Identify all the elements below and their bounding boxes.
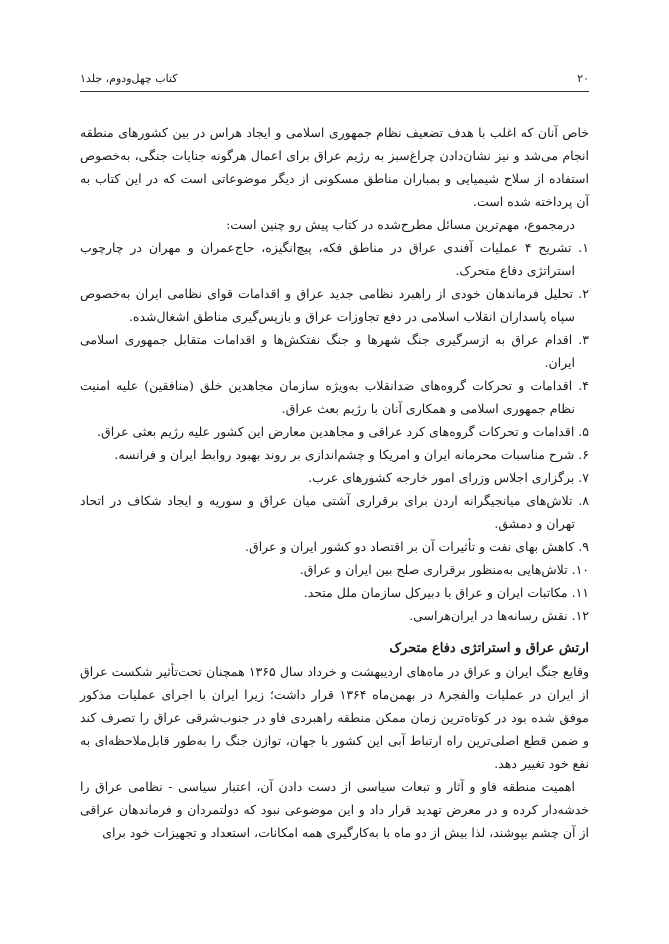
document-page [80, 0, 589, 944]
list-item: ۶. شرح مناسبات محرمانه ایران و امریکا و چشم‌اندازی بر روند بهبود روابط ایران و فرانسه. [114, 447, 589, 462]
list-intro: درمجموع، مهم‌ترین مسائل مطرح‌شده در کتاب پیش رو چنین است: [226, 217, 575, 232]
list-item: ۹. کاهش بهای نفت و تأثیرات آن بر اقتصاد دو کشور ایران و عراق. [245, 539, 589, 554]
list-item: ۳. اقدام عراق به ازسرگیری جنگ شهرها و جنگ نفتکش‌ها و اقدامات متقابل جمهوری اسلامی ایران. [80, 332, 589, 370]
topics-list [80, 236, 589, 627]
list-item: ۲. تحلیل فرماندهان خودی از راهبرد نظامی جدید عراق و اقدامات قوای نظامی ایران به‌خصوص سپاه پاسداران انقلاب اسلامی در دفع تجاوزات عراق و بازپس‌گیری مناطق اشغال‌شده. [80, 286, 589, 324]
list-item: ۷. برگزاری اجلاس وزرای امور خارجه کشورهای عرب. [308, 470, 589, 485]
page-header [80, 72, 589, 86]
section-paragraph: وقایع جنگ ایران و عراق در ماه‌های اردیبهشت و خرداد سال ۱۳۶۵ همچنان تحت‌تأثیر شکست عراق از ایران در عملیات والفجر۸ در بهمن‌ماه ۱۳۶۴ قرار داشت؛ زیرا ایران با اجرای عملیات مذکور موفق شده بود در کوتاه‌ترین زمان ممکن منطقه راهبردی فاو در جنوب‌شرقی عراق را تصرف کند و ضمن قطع اصلی‌ترین راه ارتباط آبی این کشور با جهان، توازن جنگ را به‌طور قابل‌ملاحظه‌ای به نفع خود تغییر دهد. [80, 664, 589, 771]
list-item: ۸. تلاش‌های میانجیگرانه اردن برای برقراری آشتی میان عراق و سوریه و ایجاد شکاف در اتحاد تهران و دمشق. [80, 493, 589, 531]
running-title: کتاب چهل‌ودوم، جلد۱ [80, 72, 178, 85]
intro-paragraph: خاص آنان که اغلب با هدف تضعیف نظام جمهوری اسلامی و ایجاد هراس در بین کشورهای منطقه انجام می‌شد و نیز نشان‌دادن چراغ‌سبز به رژیم عراق برای اعمال هرگونه جنایات جنگی، به‌خصوص استفاده از سلاح شیمیایی و بمباران مناطق مسکونی از دیگر موضوعاتی است که در این کتاب به آن پرداخته شده است. [80, 125, 589, 209]
page-number: ۲۰ [577, 72, 589, 85]
list-item: ۴. اقدامات و تحرکات گروه‌های ضدانقلاب به‌ویژه سازمان مجاهدین خلق (منافقین) علیه امنیت نظام جمهوری اسلامی و همکاری آنان با رژیم بعث عراق. [80, 378, 589, 416]
list-item: ۱۲. نقش رسانه‌ها در ایران‌هراسی. [409, 608, 589, 623]
section-paragraph: اهمیت منطقه فاو و آثار و تبعات سیاسی از دست دادن آن، اعتبار سیاسی - نظامی عراق را خدشه‌دار کرده و در معرض تهدید قرار داد و این موضوعی نبود که دولتمردان و فرماندهان عراقی از آن چشم بپوشند، لذا بیش از دو ماه با به‌کارگیری همه امکانات، استعداد و تجهیزات خود برای [80, 779, 589, 840]
list-item: ۱. تشریح ۴ عملیات آفندی عراق در مناطق فکه، پیچ‌انگیزه، حاج‌عمران و مهران در چارچوب استراتژی دفاع متحرک. [80, 240, 590, 278]
list-item: ۱۱. مکاتبات ایران و عراق با دبیرکل سازمان ملل متحد. [303, 585, 589, 600]
list-item: ۱۰. تلاش‌هایی به‌منظور برقراری صلح بین ایران و عراق. [299, 562, 589, 577]
section-heading: ارتش عراق و استراتژی دفاع متحرک [389, 641, 589, 656]
page-body [80, 121, 589, 844]
list-item: ۵. اقدامات و تحرکات گروه‌های کرد عراقی و مجاهدین معارض این کشور علیه رژیم بعثی عراق. [97, 424, 589, 439]
header-divider [80, 91, 589, 92]
